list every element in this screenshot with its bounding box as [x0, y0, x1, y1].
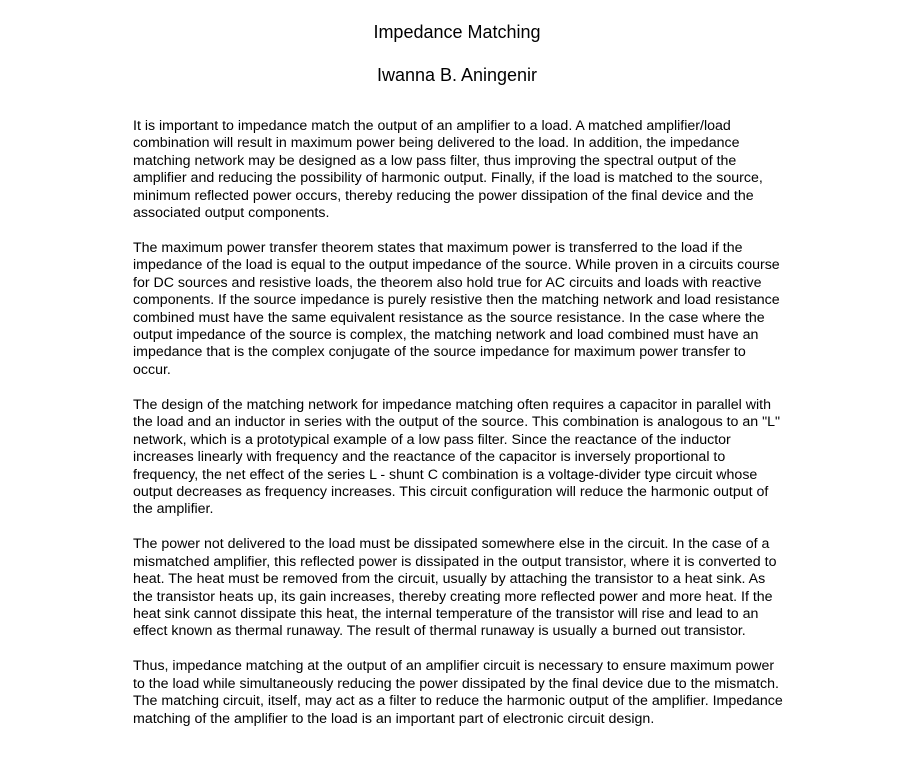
- paragraph-matching-network-design: The design of the matching network for impedance matching often requires a capacitor in parallel with the load and an inductor in series with the output of the source. This combination is analogous to an "L" network, which is a prototypical example of a low pass filter. Since the reactance of the inductor increases linearly with frequency and the reactance of the capacitor is inversely proportional to frequency, the net effect of the series L - shunt C combination is a voltage-divider type circuit whose output decreases as frequency increases. This circuit configuration will reduce the harmonic output of the amplifier.: [133, 396, 781, 518]
- paragraph-max-power-theorem: The maximum power transfer theorem states that maximum power is transferred to the load if the impedance of the load is equal to the output impedance of the source. While proven in a circuits course for DC sources and resistive loads, the theorem also hold true for AC circuits and loads with reactive components. If the source impedance is purely resistive then the matching network and load resistance combined must have the same equivalent resistance as the source resistance. In the case where the output impedance of the source is complex, the matching network and load combined must have an impedance that is the complex conjugate of the source impedance for maximum power transfer to occur.: [133, 240, 780, 378]
- document-title: Impedance Matching: [373, 22, 541, 42]
- paragraph-reflected-power: The power not delivered to the load must be dissipated somewhere else in the circuit. In the case of a mismatched amplifier, this reflected power is dissipated in the output transistor, where it is converted to heat. The heat must be removed from the circuit, usually by attaching the transistor to a heat sink. As the transistor heats up, its gain increases, thereby creating more reflected power and more heat. If the heat sink cannot dissipate this heat, the internal temperature of the transistor will rise and lead to an effect known as thermal runaway. The result of thermal runaway is usually a burned out transistor.: [133, 536, 777, 640]
- paragraph-conclusion: Thus, impedance matching at the output of an amplifier circuit is necessary to ensure maximum power to the load while simultaneously reducing the power dissipated by the final device due to the mismatch. The matching circuit, itself, may act as a filter to reduce the harmonic output of the amplifier. Impedance matching of the amplifier to the load is an important part of electronic circuit design.: [133, 658, 783, 727]
- document-author: Iwanna B. Aningenir: [376, 65, 538, 85]
- document-body: [133, 118, 783, 746]
- paragraph-introduction: It is important to impedance match the output of an amplifier to a load. A matched amplifier/load combination will result in maximum power being delivered to the load. In addition, the impedance matching network may be designed as a low pass filter, thus improving the spectral output of the amplifier and reducing the possibility of harmonic output. Finally, if the load is matched to the source, minimum reflected power occurs, thereby reducing the power dissipation of the final device and the associated output components.: [133, 118, 763, 222]
